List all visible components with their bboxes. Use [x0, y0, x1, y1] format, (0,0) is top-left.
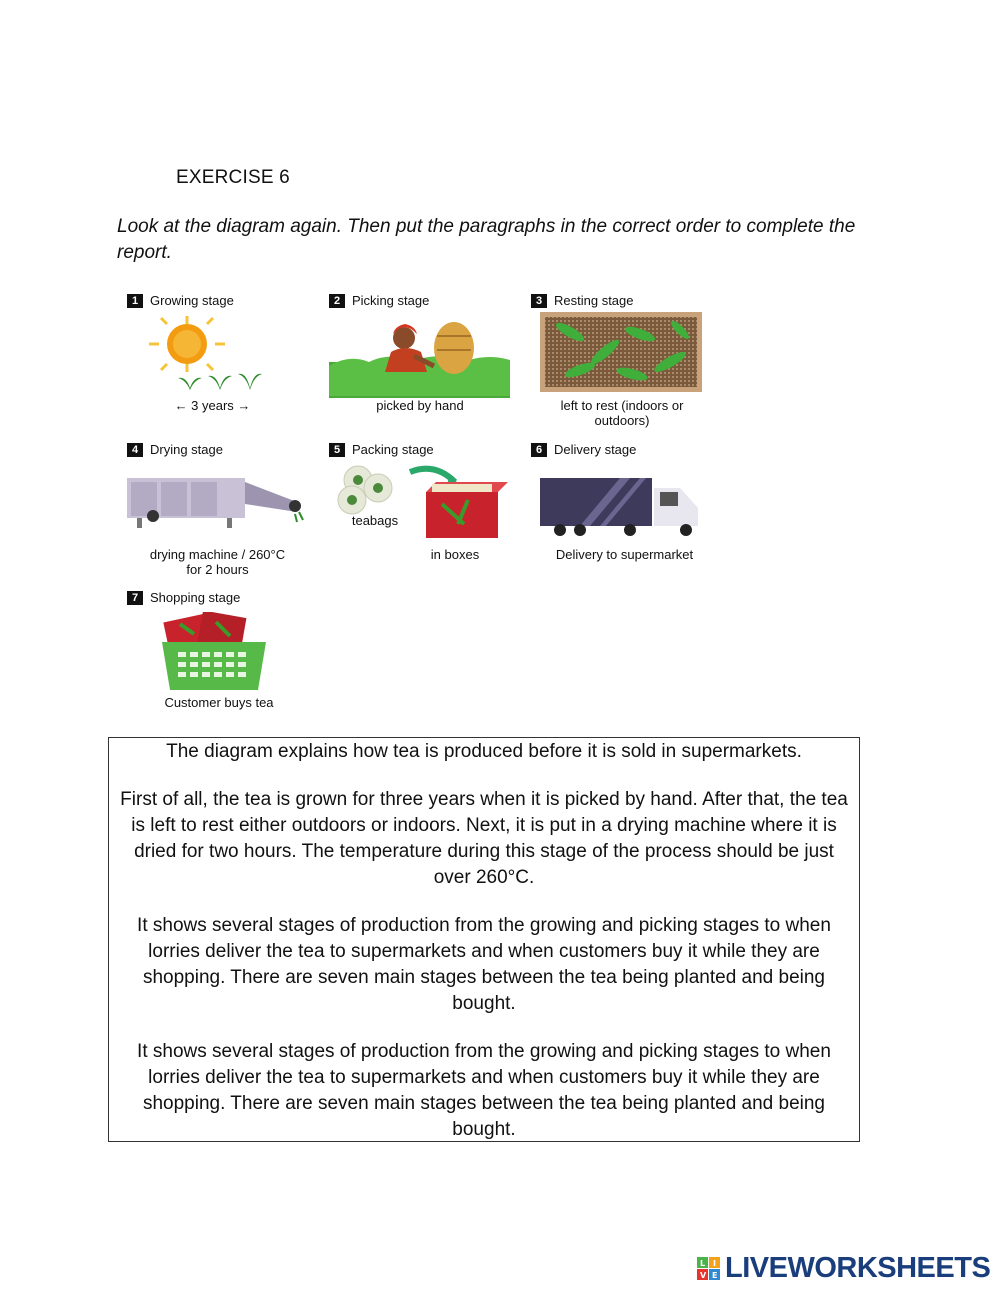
stage-5-caption-2: in boxes: [430, 547, 480, 562]
stage-5-title: Packing stage: [352, 442, 434, 457]
stage-4-caption: [130, 547, 305, 577]
stage-1-number: 1: [127, 294, 143, 308]
stage-1-header: [127, 293, 234, 308]
stage-7-caption: Customer buys tea: [164, 695, 274, 710]
stage-4-caption-line-2: for 2 hours: [186, 562, 249, 577]
sun-and-seedlings-icon: [140, 312, 280, 396]
stage-3-title: Resting stage: [554, 293, 634, 308]
stage-2-header: [329, 293, 429, 308]
stage-6-header: [531, 442, 636, 457]
svg-text:I: I: [713, 1258, 716, 1268]
report-paragraphs-box: [108, 737, 860, 1142]
stage-4-caption-line-1: drying machine / 260°C: [149, 547, 286, 562]
stage-5-number: 5: [329, 443, 345, 457]
svg-text:V: V: [700, 1270, 707, 1280]
stage-6-caption: Delivery to supermarket: [555, 547, 694, 562]
delivery-truck-icon: [540, 474, 702, 538]
report-paragraph-1[interactable]: The diagram explains how tea is produced before it is sold in supermarkets.: [166, 741, 802, 762]
stage-6-title: Delivery stage: [554, 442, 637, 457]
liveworksheets-badge-icon: [697, 1257, 721, 1281]
resting-tray-icon: [540, 312, 702, 392]
stage-5-header: [329, 442, 434, 457]
stage-7-number: 7: [127, 591, 143, 605]
teabags-and-box-icon: [330, 460, 510, 544]
liveworksheets-logo[interactable]: [697, 1252, 990, 1285]
svg-text:E: E: [712, 1270, 718, 1280]
stage-7-header: [127, 590, 240, 605]
report-paragraph-4[interactable]: It shows several stages of production from the growing and picking stages to when lorries deliver the tea to supermarkets and when customers buy it while they are shopping. There are seven main stages between the tea being planted and being bought.: [137, 1041, 831, 1140]
stage-5-caption: teabags: [351, 513, 399, 528]
report-paragraph-2[interactable]: First of all, the tea is grown for three years when it is picked by hand. After that, the tea is left to rest either outdoors or indoors. Next, it is put in a drying machine where it is dried for two hours. The temperature during this stage of the process should be just over 260°C.: [120, 789, 848, 888]
stage-3-caption-line-2: outdoors): [594, 413, 650, 428]
instructions-text: Look at the diagram again. Then put the paragraphs in the correct order to complete the report.: [117, 216, 856, 263]
stage-1-title: Growing stage: [150, 293, 234, 308]
stage-4-number: 4: [127, 443, 143, 457]
stage-4-title: Drying stage: [150, 442, 223, 457]
liveworksheets-logo-text: LIVEWORKSHEETS: [725, 1252, 991, 1284]
stage-2-number: 2: [329, 294, 345, 308]
shopping-basket-icon: [160, 612, 270, 692]
stage-3-caption: [537, 398, 707, 428]
report-paragraph-3[interactable]: It shows several stages of production from the growing and picking stages to when lorries deliver the tea to supermarkets and when customers buy it while they are shopping. There are seven main stages between the tea being planted and being bought.: [137, 915, 831, 1014]
tea-picker-icon: [329, 316, 510, 398]
stage-4-header: [127, 442, 223, 457]
stage-2-caption: picked by hand: [376, 398, 464, 413]
stage-3-header: [531, 293, 634, 308]
svg-text:L: L: [700, 1258, 706, 1268]
stage-3-number: 3: [531, 294, 547, 308]
stage-2-title: Picking stage: [352, 293, 430, 308]
exercise-title: EXERCISE 6: [176, 167, 290, 188]
stage-6-number: 6: [531, 443, 547, 457]
stage-3-caption-line-1: left to rest (indoors or: [560, 398, 684, 413]
stage-1-caption: ← 3 years →: [174, 398, 251, 413]
drying-machine-icon: [127, 468, 307, 530]
stage-7-title: Shopping stage: [150, 590, 241, 605]
